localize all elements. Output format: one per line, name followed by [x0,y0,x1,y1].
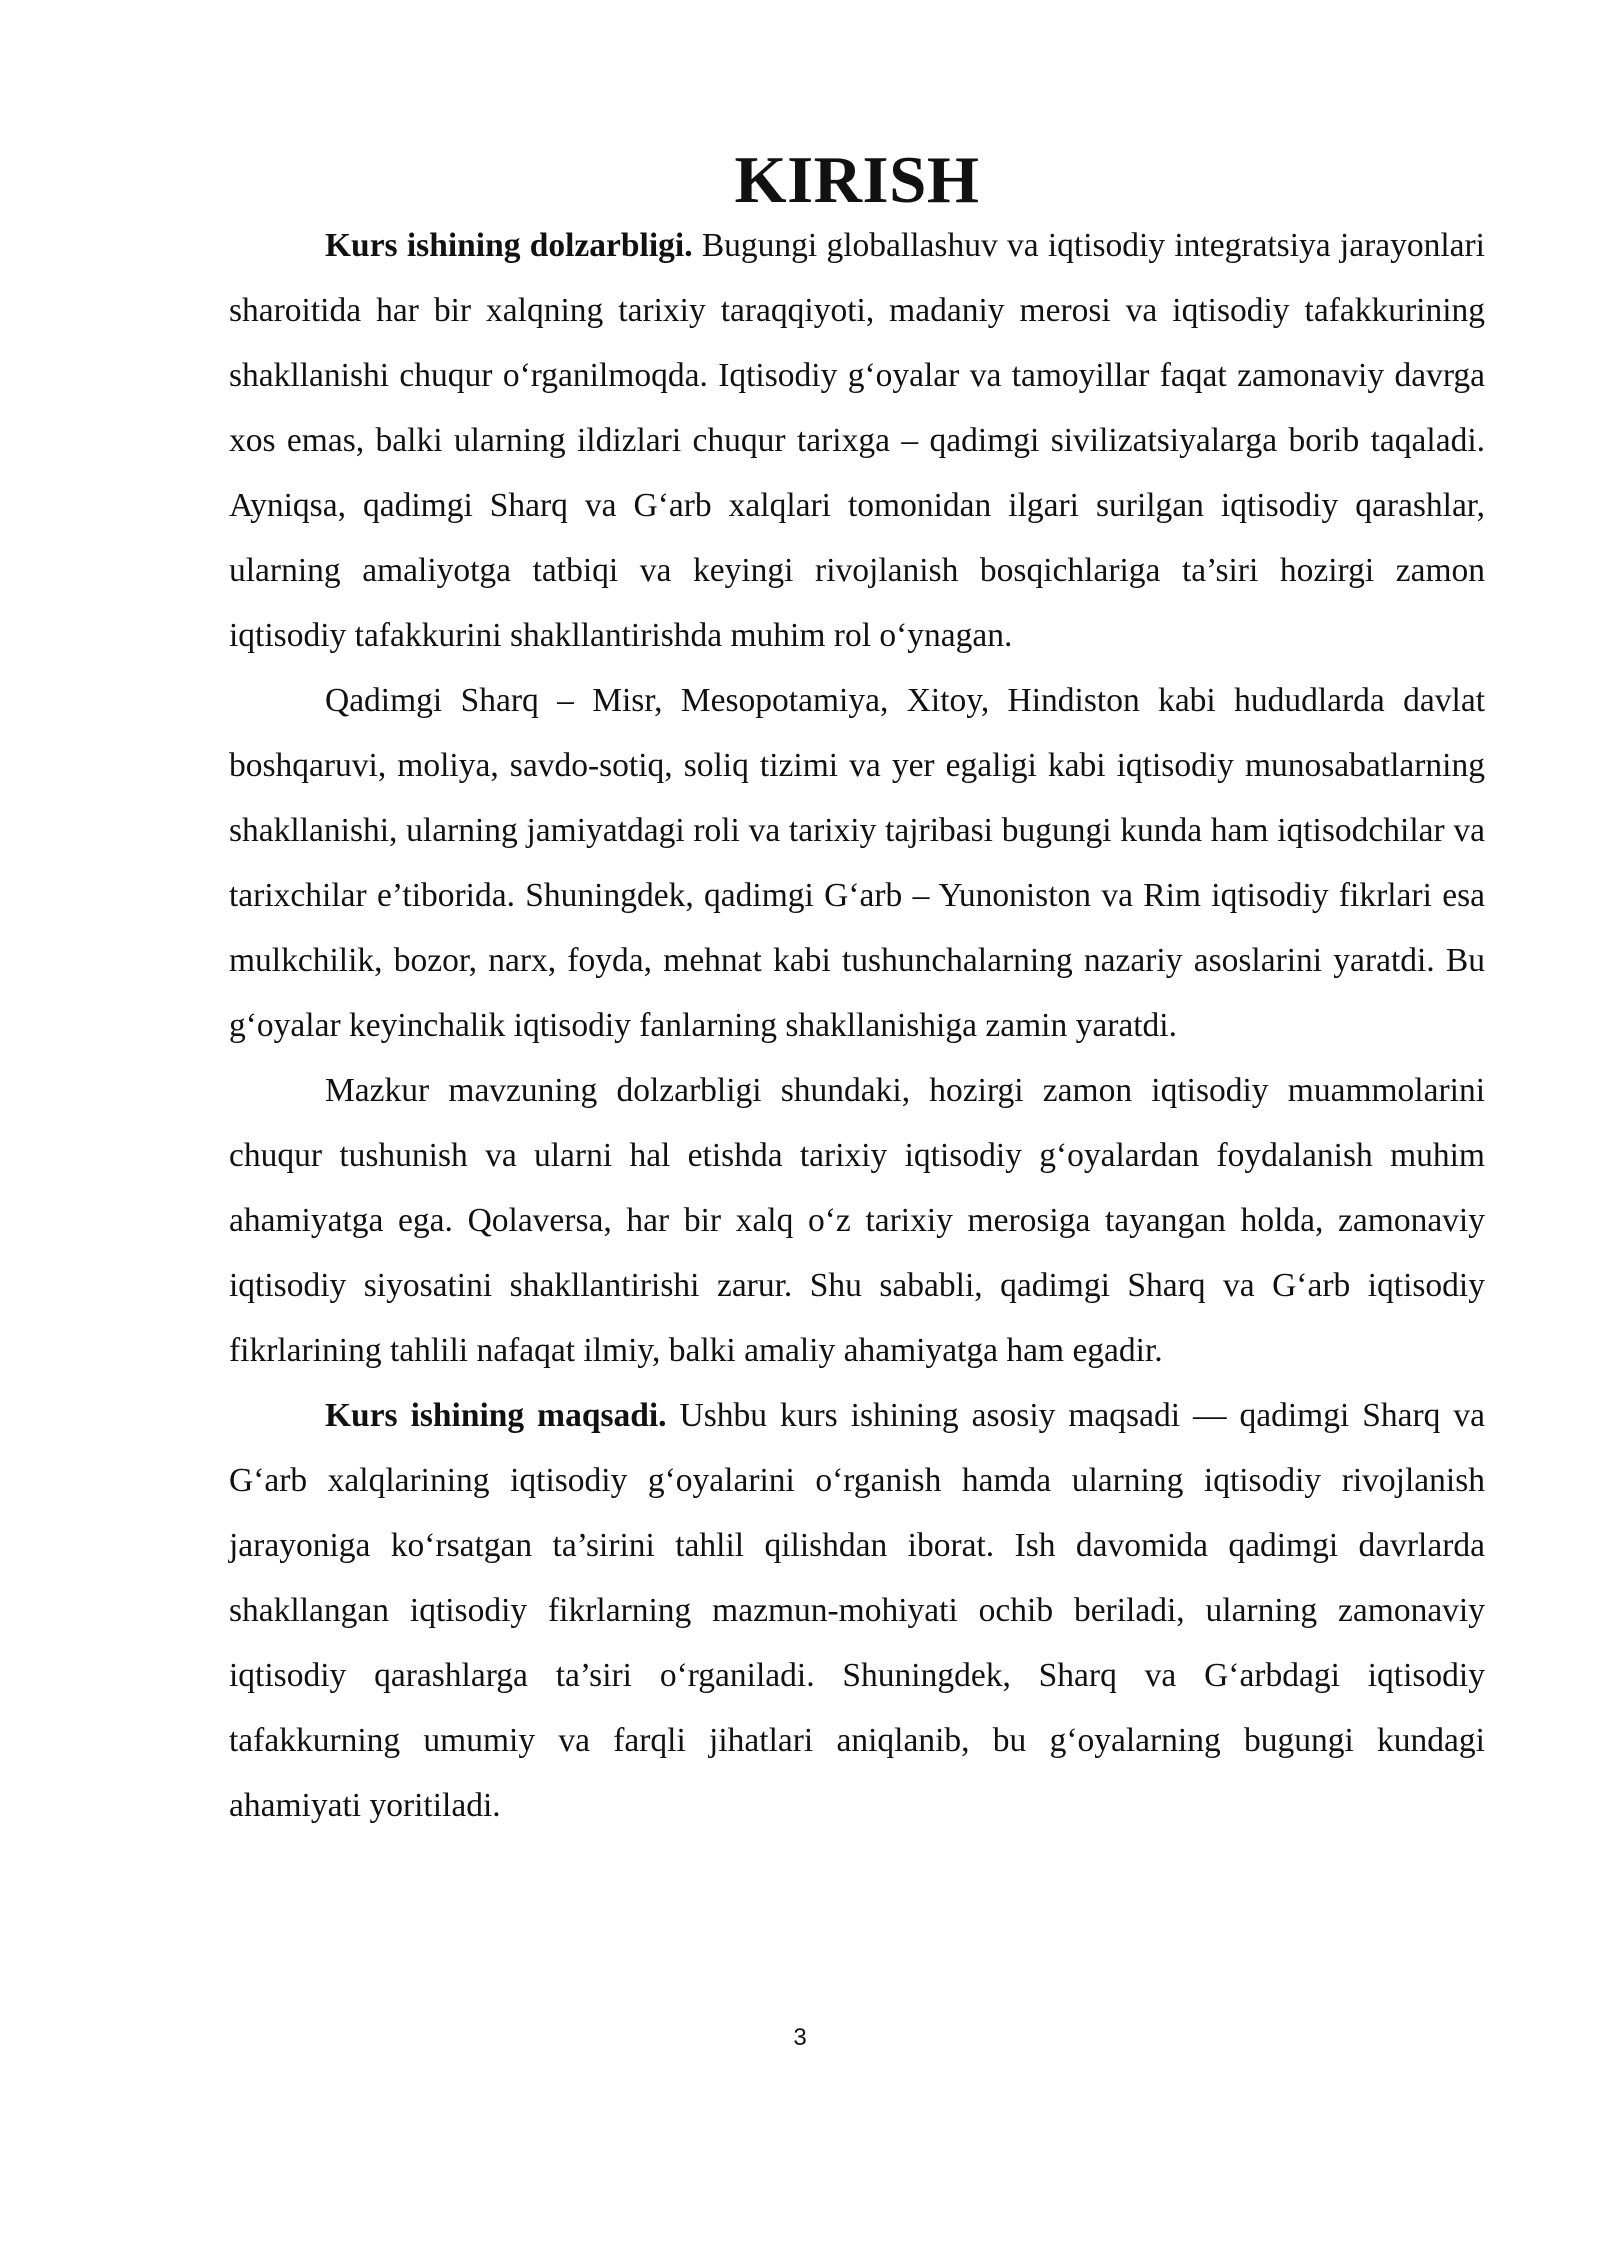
paragraph-relevance [229,213,1485,668]
paragraph-text: Bugungi globallashuv va iqtisodiy integratsiya jarayonlari sharoitida har bir xalqning tarixiy taraqqiyoti, madaniy merosi va iqtisodiy tafakkurining shakllanishi chuqur o‘rganilmoqda. Iqtisodiy g‘oyalar va tamoyillar faqat zamonaviy davrga xos emas, balki ularning ildizlari chuqur tarixga – qadimgi sivilizatsiyalarga borib taqaladi. Ayniqsa, qadimgi Sharq va G‘arb xalqlari tomonidan ilgari surilgan iqtisodiy qarashlar, ularning amaliyotga tatbiqi va keyingi rivojlanish bosqichlariga ta’siri hozirgi zamon iqtisodiy tafakkurini shakllantirishda muhim rol o‘ynagan. [229,227,1485,654]
paragraph-topic-relevance [229,1058,1485,1383]
page-body [229,143,1485,1838]
paragraph-text: Ushbu kurs ishining asosiy maqsadi — qadimgi Sharq va G‘arb xalqlarining iqtisodiy g‘oyalarini o‘rganish hamda ularning iqtisodiy rivojlanish jarayoniga ko‘rsatgan ta’sirini tahlil qilishdan iborat. Ish davomida qadimgi davrlarda shakllangan iqtisodiy fikrlarning mazmun-mohiyati ochib beriladi, ularning zamonaviy iqtisodiy qarashlarga ta’siri o‘rganiladi. Shuningdek, Sharq va G‘arbdagi iqtisodiy tafakkurning umumiy va farqli jihatlari aniqlanib, bu g‘oyalarning bugungi kundagi ahamiyati yoritiladi. [229,1397,1485,1824]
paragraph-goal [229,1383,1485,1838]
paragraph-lead: Kurs ishining dolzarbligi. [325,227,693,264]
paragraph-ancient-east [229,668,1485,1058]
paragraph-text: Mazkur mavzuning dolzarbligi shundaki, hozirgi zamon iqtisodiy muammolarini chuqur tushunish va ularni hal etishda tarixiy iqtisodiy g‘oyalardan foydalanish muhim ahamiyatga ega. Qolaversa, har bir xalq o‘z tarixiy merosiga tayangan holda, zamonaviy iqtisodiy siyosatini shakllantirishi zarur. Shu sababli, qadimgi Sharq va G‘arb iqtisodiy fikrlarining tahlili nafaqat ilmiy, balki amaliy ahamiyatga ham egadir. [229,1072,1485,1369]
page-title: KIRISH [734,143,980,217]
paragraph-lead: Kurs ishining maqsadi. [325,1397,667,1434]
page-number: 3 [793,2024,807,2051]
paragraph-text: Qadimgi Sharq – Misr, Mesopotamiya, Xitoy, Hindiston kabi hududlarda davlat boshqaruvi, moliya, savdo-sotiq, soliq tizimi va yer egaligi kabi iqtisodiy munosabatlarning shakllanishi, ularning jamiyatdagi roli va tarixiy tajribasi bugungi kunda ham iqtisodchilar va tarixchilar e’tiborida. Shuningdek, qadimgi G‘arb – Yunoniston va Rim iqtisodiy fikrlari esa mulkchilik, bozor, narx, foyda, mehnat kabi tushunchalarning nazariy asoslarini yaratdi. Bu g‘oyalar keyinchalik iqtisodiy fanlarning shakllanishiga zamin yaratdi. [229,682,1485,1044]
